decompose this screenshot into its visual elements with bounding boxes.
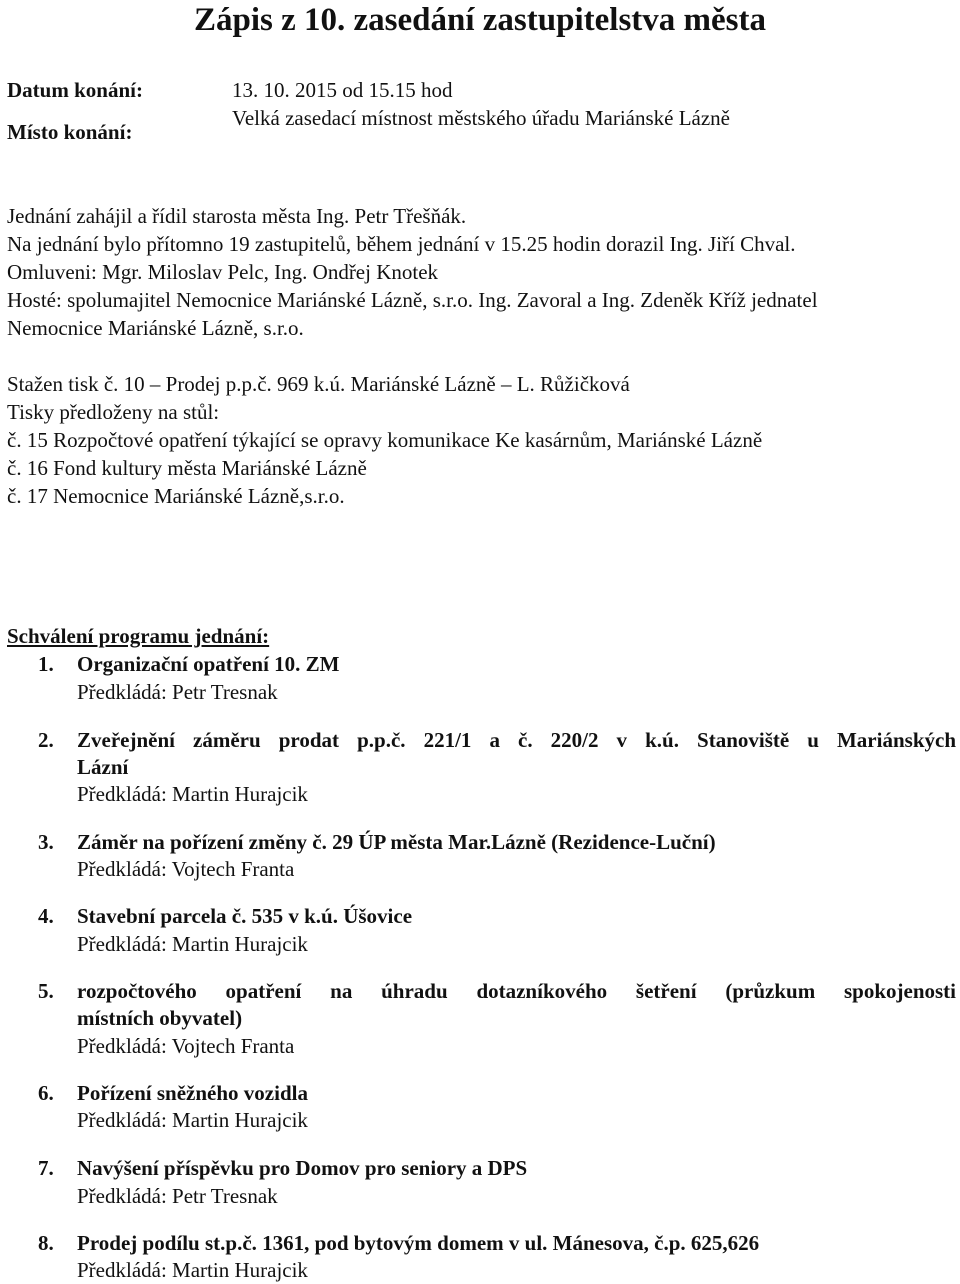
program-item-title: Zveřejnění záměru prodat p.p.č. 221/1 a č. 220/2 v k.ú. Stanoviště u Mariánských [77,728,956,752]
program-item-title: Navýšení příspěvku pro Domov pro seniory a DPS [77,1156,528,1180]
program-item-presenter: Předkládá: Petr Tresnak [77,1184,278,1208]
print-item-17: č. 17 Nemocnice Mariánské Lázně,s.r.o. [7,484,345,508]
program-item-presenter: Předkládá: Vojtech Franta [77,857,295,881]
program-item-title: Prodej podílu st.p.č. 1361, pod bytovým domem v ul. Mánesova, č.p. 625,626 [77,1231,760,1255]
program-item-number: 3. [38,830,54,854]
program-item-presenter: Předkládá: Vojtech Franta [77,1034,295,1058]
print-item-16: č. 16 Fond kultury města Mariánské Lázně [7,456,367,480]
program-item-presenter: Předkládá: Martin Hurajcik [77,932,308,956]
program-item-number: 5. [38,979,54,1003]
program-item-number: 7. [38,1156,54,1180]
program-item-number: 2. [38,728,54,752]
program-item-title: Stavební parcela č. 535 v k.ú. Úšovice [77,904,413,928]
program-item-number: 1. [38,652,54,676]
program-item-presenter: Předkládá: Martin Hurajcik [77,1258,308,1282]
program-item-title: Organizační opatření 10. ZM [77,652,340,676]
intro-line-5: Nemocnice Mariánské Lázně, s.r.o. [7,316,304,340]
program-item-number: 4. [38,904,54,928]
submitted-label: Tisky předloženy na stůl: [7,400,220,424]
intro-line-1: Jednání zahájil a řídil starosta města Ing. Petr Třešňák. [7,204,467,228]
program-item-title: Záměr na pořízení změny č. 29 ÚP města Mar.Lázně (Rezidence-Luční) [77,830,716,854]
date-value: 13. 10. 2015 od 15.15 hod [232,78,453,102]
intro-line-2: Na jednání bylo přítomno 19 zastupitelů, během jednání v 15.25 hodin dorazil Ing. Jiří Chval. [7,232,796,256]
intro-line-4: Hosté: spolumajitel Nemocnice Mariánské Lázně, s.r.o. Ing. Zavoral a Ing. Zdeněk Kříž jednatel [7,288,818,312]
date-label: Datum konání: [7,78,143,102]
program-item-number: 8. [38,1231,54,1255]
withdrawn-print: Stažen tisk č. 10 – Prodej p.p.č. 969 k.ú. Mariánské Lázně – L. Růžičková [7,372,630,396]
program-item-title-continued: Lázní [77,755,129,779]
page-title: Zápis z 10. zasedání zastupitelstva města [194,2,766,38]
program-item-title: rozpočtového opatření na úhradu dotazníkového šetření (průzkum spokojenosti [77,979,956,1003]
place-value: Velká zasedací místnost městského úřadu Mariánské Lázně [232,106,731,130]
program-item-title: Pořízení sněžného vozidla [77,1081,308,1105]
place-label: Místo konání: [7,120,133,144]
program-heading: Schválení programu jednání: [7,624,270,648]
program-item-presenter: Předkládá: Martin Hurajcik [77,782,308,806]
intro-line-3: Omluveni: Mgr. Miloslav Pelc, Ing. Ondřej Knotek [7,260,439,284]
program-item-number: 6. [38,1081,54,1105]
program-item-title-continued: místních obyvatel) [77,1006,243,1030]
program-item-presenter: Předkládá: Petr Tresnak [77,680,278,704]
print-item-15: č. 15 Rozpočtové opatření týkající se opravy komunikace Ke kasárnům, Mariánské Lázně [7,428,763,452]
program-item-presenter: Předkládá: Martin Hurajcik [77,1108,308,1132]
